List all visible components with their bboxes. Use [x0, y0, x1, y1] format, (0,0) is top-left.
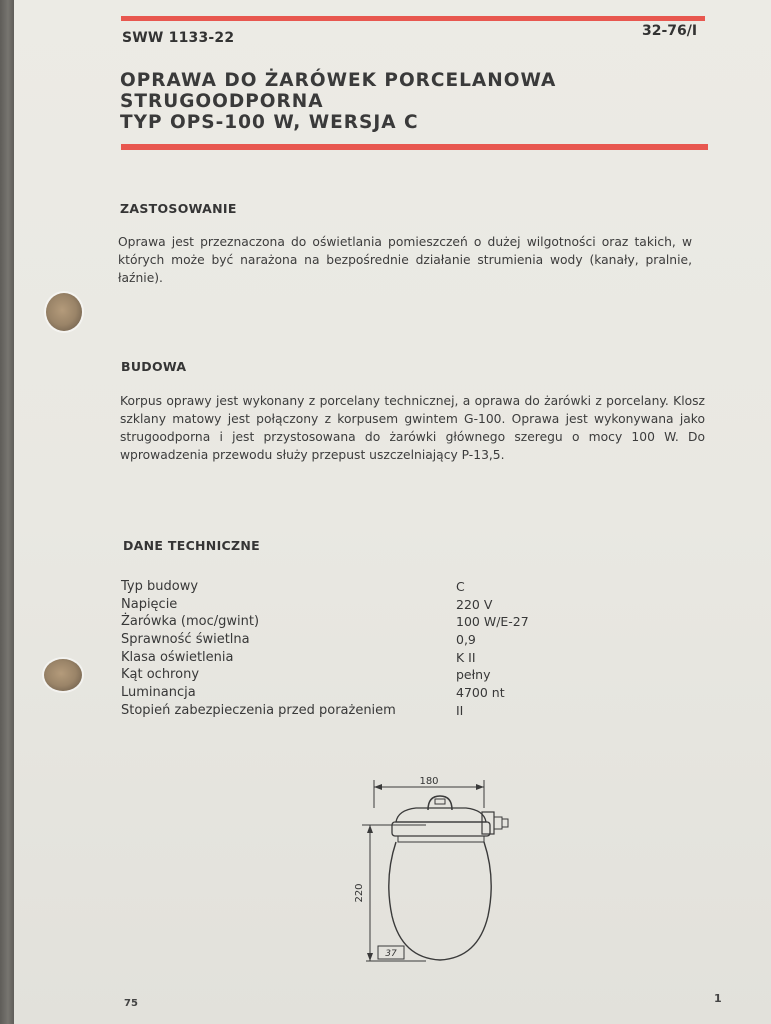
title-red-rule — [121, 144, 708, 150]
spec-label: Kąt ochrony — [121, 667, 200, 683]
section-text-budowa: Korpus oprawy jest wykonany z porcelany technicznej, a oprawa do żarówki z porcelany. Klosz szklany matowy jest połączony z korpusem gwintem G-100. Oprawa jest wykonywana jako strugoodporna i jest przystosowana do żarówki głównego szeregu o mocy 100 W. Do wprowadzenia przewodu służy przepust uszczelniający P-13,5. — [120, 394, 705, 462]
spec-label: Żarówka (moc/gwint) — [121, 614, 260, 630]
punch-hole — [44, 659, 82, 691]
spec-value: 0,9 — [456, 632, 476, 648]
porcelain-body — [396, 808, 486, 822]
section-heading-dane-techniczne: DANE TECHNICZNE — [123, 538, 260, 553]
height-label: 220 — [354, 883, 365, 903]
spec-label: Luminancja — [121, 685, 196, 701]
section-text-zastosowanie: Oprawa jest przeznaczona do oświetlania pomieszczeń o dużej wilgotności oraz takich, w których może być narażona na bezpośrednie działanie strumienia wody (kanały, pralnie, łaźnie). — [118, 235, 692, 285]
punch-hole — [46, 293, 82, 331]
spec-value: C — [456, 579, 465, 594]
spec-value: II — [456, 702, 464, 718]
title-line: STRUGOODPORNA — [120, 91, 324, 112]
catalog-number: 32-76/I — [642, 23, 698, 39]
section-heading-zastosowanie: ZASTOSOWANIE — [120, 201, 237, 216]
document-page — [14, 0, 771, 1024]
spec-label: Napięcie — [121, 596, 178, 612]
glass-globe — [389, 842, 491, 960]
header-red-rule — [121, 16, 705, 21]
document-title — [120, 70, 556, 133]
spec-value: pełny — [456, 667, 491, 683]
title-line: TYP OPS-100 W, WERSJA C — [120, 112, 419, 133]
page-number-right: 1 — [714, 992, 722, 1005]
spec-value: 220 V — [456, 596, 493, 612]
section-heading-budowa: BUDOWA — [121, 359, 187, 374]
spec-value: 100 W/E-27 — [456, 614, 529, 630]
spec-value: K II — [456, 649, 476, 665]
base-label: 37 — [385, 949, 397, 959]
width-label: 180 — [419, 776, 439, 787]
page-number-left: 75 — [124, 998, 138, 1009]
spec-label: Typ budowy — [121, 579, 199, 594]
spec-label: Sprawność świetlna — [121, 632, 250, 648]
spec-label: Klasa oświetlenia — [121, 649, 234, 665]
spec-value: 4700 nt — [456, 685, 505, 701]
spec-label: Stopień zabezpieczenia przed porażeniem — [121, 702, 396, 718]
standard-code: SWW 1133-22 — [122, 30, 235, 46]
luminaire-technical-drawing — [336, 768, 516, 973]
title-line: OPRAWA DO ŻARÓWEK PORCELANOWA — [120, 70, 557, 91]
